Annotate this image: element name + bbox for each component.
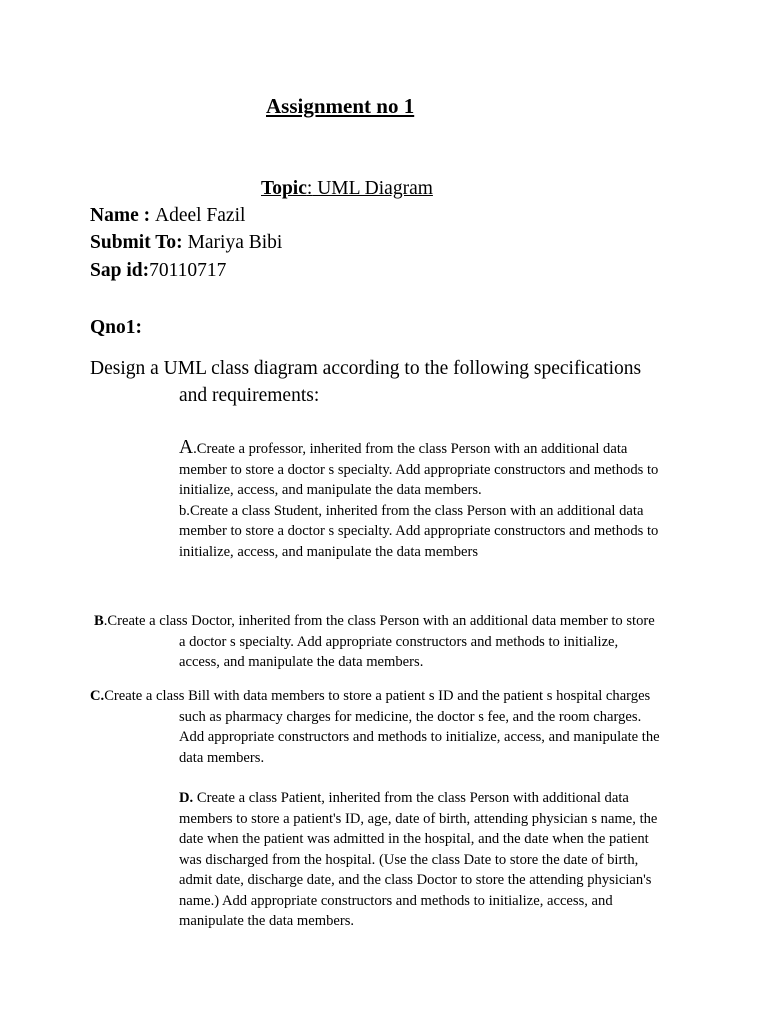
- submit-to-value: Mariya Bibi: [187, 232, 283, 253]
- item-a-line-4: b.Create a class Student, inherited from the class Person with an additional data: [179, 502, 644, 519]
- item-b-marker: B: [94, 613, 104, 629]
- topic-label: Topic: [261, 178, 307, 199]
- sap-id-label: Sap id:: [90, 260, 150, 281]
- submit-to-line: [90, 232, 282, 254]
- item-d: [179, 788, 657, 932]
- item-c-line-2: such as pharmacy charges for medicine, the doctor s fee, and the room charges.: [179, 708, 642, 725]
- item-d-line-2: members to store a patient's ID, age, date of birth, attending physician s name, the: [179, 810, 658, 827]
- question-label: Qno1:: [90, 317, 143, 338]
- item-a-line-5: member to store a doctor s specialty. Add appropriate constructors and methods to: [179, 523, 659, 539]
- item-b-line-3: access, and manipulate the data members.: [179, 654, 424, 670]
- item-c-line-1: C.Create a class Bill with data members to store a patient s ID and the patient s hospital charges: [90, 688, 651, 704]
- intro-line-2: and requirements:: [179, 385, 320, 406]
- name-label: Name :: [90, 205, 155, 226]
- submit-to-label: Submit To:: [90, 232, 188, 253]
- item-a-line-1: A.Create a professor, inherited from the class Person with an additional data: [179, 437, 628, 458]
- item-b-line-2: a doctor s specialty. Add appropriate constructors and methods to initialize,: [179, 633, 619, 650]
- item-c-marker: C.: [90, 688, 105, 704]
- item-d-line-1: D. Create a class Patient, inherited from the class Person with additional data: [179, 790, 629, 806]
- topic-line: [261, 178, 433, 200]
- item-d-line-4: was discharged from the hospital. (Use the class Date to store the date of birth,: [179, 851, 639, 868]
- sap-id-line: [90, 260, 226, 282]
- item-b: [94, 611, 655, 673]
- item-d-line-6: name.) Add appropriate constructors and methods to initialize, access, and: [179, 892, 613, 909]
- sap-id-value: 70110717: [149, 260, 227, 281]
- item-a-line-3: initialize, access, and manipulate the data members.: [179, 482, 482, 498]
- item-a-line-6: initialize, access, and manipulate the data members: [179, 543, 479, 560]
- item-d-marker: D.: [179, 790, 194, 806]
- item-d-line-5: admit date, discharge date, and the class Doctor to store the attending physician's: [179, 872, 652, 888]
- name-value: Adeel Fazil: [154, 205, 246, 226]
- item-a-line-2: member to store a doctor s specialty. Add appropriate constructors and methods to: [179, 461, 659, 478]
- question-intro: [90, 355, 680, 409]
- name-line: [90, 205, 245, 227]
- item-d-line-7: manipulate the data members.: [179, 913, 355, 929]
- item-d-line-3: date when the patient was admitted in the hospital, and the date when the patient: [179, 831, 649, 847]
- topic-sep: :: [306, 178, 313, 199]
- item-b-line-1: B.Create a class Doctor, inherited from the class Person with an additional data member to store: [94, 613, 655, 629]
- item-a: [179, 438, 658, 562]
- document-title: Assignment no 1: [266, 94, 415, 118]
- item-c-line-3: Add appropriate constructors and methods to initialize, access, and manipulate the: [179, 729, 660, 745]
- item-a-marker: A: [179, 437, 194, 458]
- intro-line-1: Design a UML class diagram according to the following specifications: [90, 358, 642, 379]
- topic-value: UML Diagram: [312, 178, 433, 199]
- item-c: [90, 686, 660, 768]
- item-c-line-4: data members.: [179, 749, 265, 766]
